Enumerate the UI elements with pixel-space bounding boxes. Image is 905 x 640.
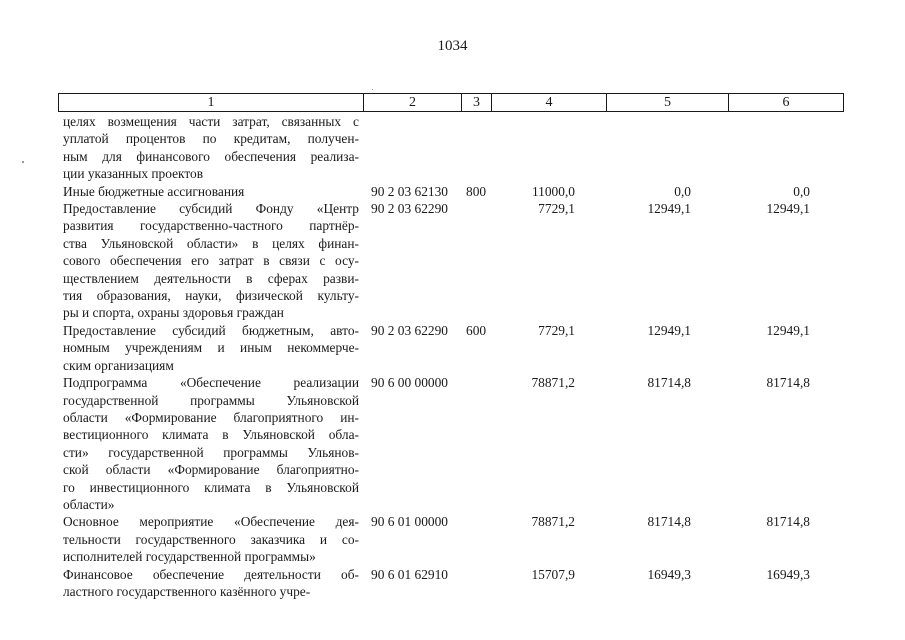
- scan-speck: [372, 89, 373, 90]
- row-name: [63, 113, 359, 183]
- row-name-line: развития государственно-частного партнёр-: [63, 218, 359, 234]
- row-name-line: ным для финансового обеспечения реализа-: [63, 148, 359, 164]
- row-name-line: Основное мероприятие «Обеспечение дея-: [63, 514, 359, 530]
- row-value-col4: 15707,9: [531, 566, 575, 582]
- row-value-col4: 7729,1: [538, 322, 575, 338]
- row-name: [63, 374, 359, 513]
- row-value-col5: 12949,1: [647, 322, 691, 338]
- row-name-line: государственной программы Ульяновской: [63, 392, 359, 408]
- header-col-3: 3: [462, 94, 492, 111]
- row-name: [63, 322, 359, 374]
- row-name: [63, 566, 359, 601]
- row-name-line: ства Ульяновской области» в целях финан-: [63, 235, 359, 251]
- row-name-line: тельности государственного заказчика и со-: [63, 531, 359, 547]
- row-value-col5: 81714,8: [647, 514, 691, 530]
- row-name-line: области»: [63, 496, 115, 512]
- row-name-line: Предоставление субсидий бюджетным, авто-: [63, 322, 359, 338]
- row-value-col6: 81714,8: [766, 514, 810, 530]
- row-value-col5: 16949,3: [647, 566, 691, 582]
- row-value-col6: 12949,1: [766, 322, 810, 338]
- header-col-6: 6: [782, 95, 790, 110]
- row-name-line: номным учреждениям и иным некоммерче-: [63, 340, 359, 356]
- table-body: [0, 113, 905, 600]
- row-name-line: Подпрограмма «Обеспечение реализации: [63, 375, 359, 391]
- table-header: [58, 93, 844, 112]
- table-row: [0, 566, 905, 601]
- page-number: 1034: [437, 38, 468, 54]
- table-row: [0, 200, 905, 322]
- row-name-line: сового обеспечения его затрат в связи с осу-: [63, 253, 359, 269]
- row-value-col4: 78871,2: [531, 514, 575, 530]
- row-value-col5: 0,0: [674, 183, 691, 199]
- row-code: 90 6 01 62910: [371, 566, 448, 582]
- header-col-5: 5: [607, 94, 729, 111]
- row-code: 90 2 03 62290: [371, 201, 448, 217]
- row-code: 90 6 00 00000: [371, 375, 448, 391]
- row-name-line: ластного государственного казённого учре-: [63, 583, 311, 599]
- row-name-line: Предоставление субсидий Фонду «Центр: [63, 201, 359, 217]
- row-name-line: вестиционного климата в Ульяновской обла-: [63, 427, 359, 443]
- table-row: [0, 513, 905, 565]
- row-name-line: Иные бюджетные ассигнования: [63, 183, 245, 199]
- row-expense-type: 600: [466, 322, 487, 338]
- header-col-1: 1: [59, 94, 364, 111]
- row-name-line: ским организациям: [63, 357, 174, 373]
- table-row: [0, 322, 905, 374]
- row-value-col5: 12949,1: [647, 201, 691, 217]
- row-name-line: ществлением деятельности в сферах разви-: [63, 270, 359, 286]
- row-name-line: ской области «Формирование благоприятно-: [63, 462, 359, 478]
- row-name-line: исполнителей государственной программы»: [63, 549, 316, 565]
- row-name-line: Финансовое обеспечение деятельности об-: [63, 566, 359, 582]
- table-row: [0, 374, 905, 513]
- row-code: 90 2 03 62290: [371, 322, 448, 338]
- row-value-col6: 0,0: [793, 183, 810, 199]
- row-name-line: ции указанных проектов: [63, 166, 204, 182]
- header-col-4: 4: [492, 94, 607, 111]
- row-name: [63, 200, 359, 322]
- row-name-line: тия образования, науки, физической культу-: [63, 288, 359, 304]
- header-col-2: 2: [364, 94, 462, 111]
- row-name-line: сти» государственной программы Ульянов-: [63, 444, 359, 460]
- row-value-col4: 78871,2: [531, 375, 575, 391]
- row-name: [63, 513, 359, 565]
- row-value-col4: 7729,1: [538, 201, 575, 217]
- row-code: 90 6 01 00000: [371, 514, 448, 530]
- row-name: [63, 183, 359, 200]
- row-name-line: ры и спорта, охраны здоровья граждан: [63, 305, 284, 321]
- table-row: [0, 113, 905, 183]
- row-value-col4: 11000,0: [531, 183, 575, 199]
- row-value-col5: 81714,8: [647, 375, 691, 391]
- table-row: [0, 183, 905, 200]
- row-name-line: целях возмещения части затрат, связанных с: [63, 114, 359, 129]
- row-value-col6: 12949,1: [766, 201, 810, 217]
- row-expense-type: 800: [466, 183, 487, 199]
- scan-speck: [22, 161, 24, 163]
- row-value-col6: 81714,8: [766, 375, 810, 391]
- row-value-col6: 16949,3: [766, 566, 810, 582]
- row-name-line: го инвестиционного климата в Ульяновской: [63, 479, 359, 495]
- row-name-line: области «Формирование благоприятного ин-: [63, 409, 359, 425]
- row-code: 90 2 03 62130: [371, 183, 448, 199]
- row-name-line: уплатой процентов по кредитам, получен-: [63, 131, 359, 147]
